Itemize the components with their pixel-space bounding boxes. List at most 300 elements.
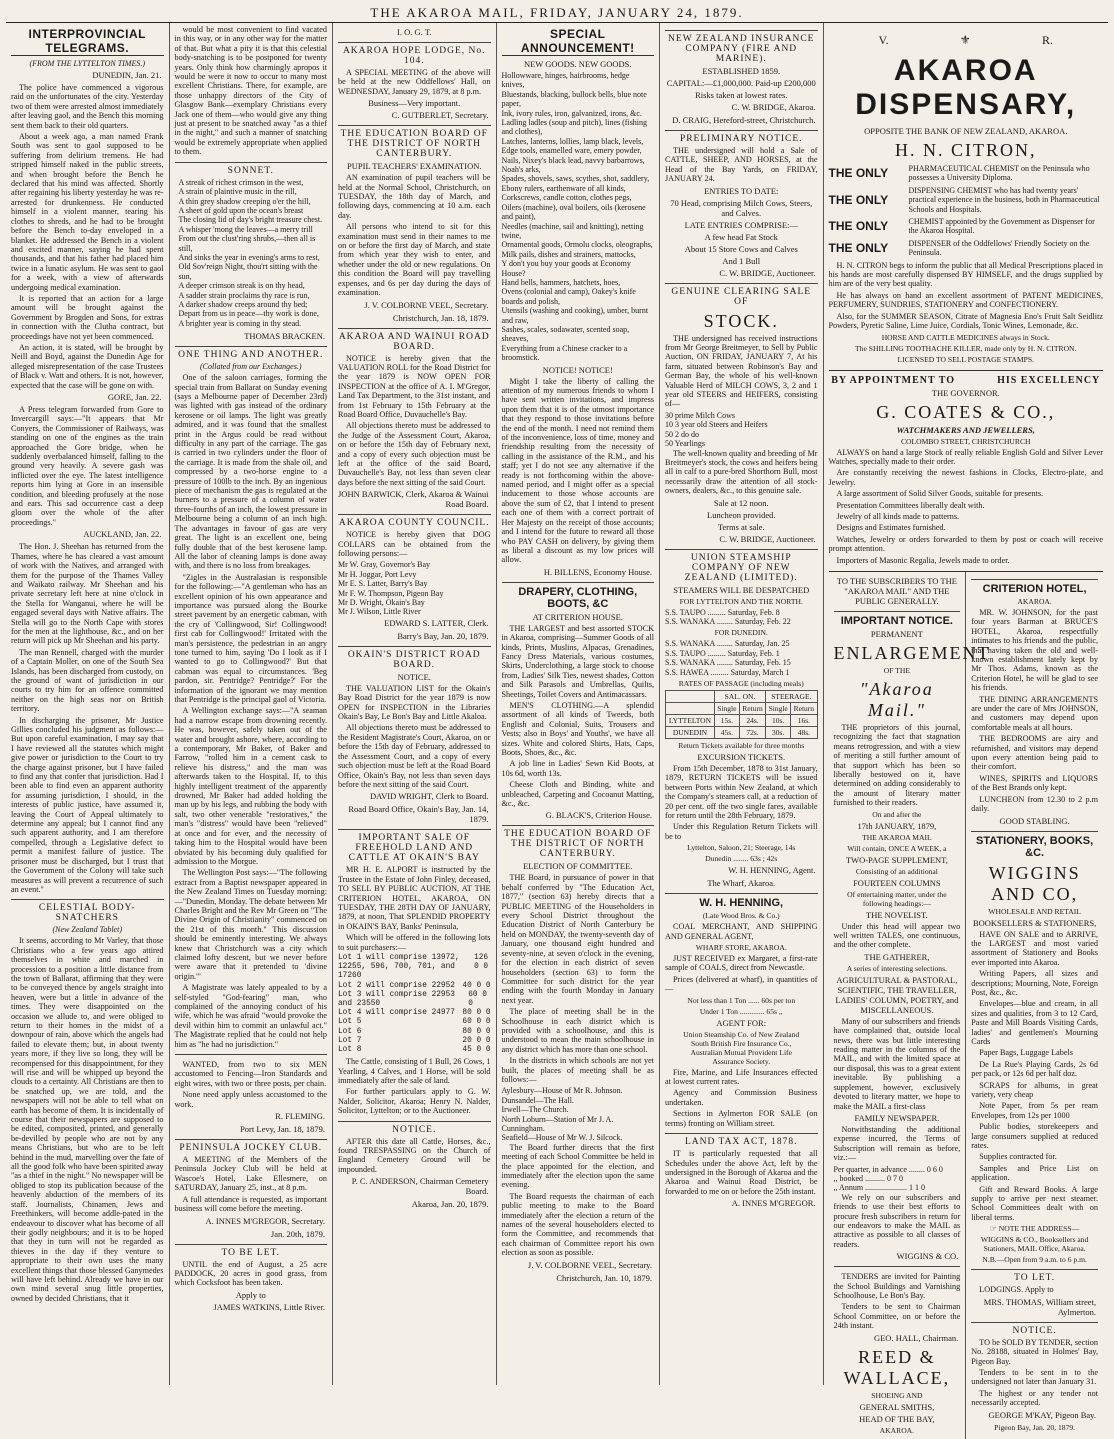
source-line: (FROM THE LYTTELTON TIMES.) [29,59,146,68]
lot-row [338,1037,491,1046]
ad-text: De La Rue's Playing Cards, 2s 6d per pack, or 12s 6d per half doz. [971,1059,1098,1079]
ad-subtitle: ELECTION OF COMMITTEE. [523,861,633,872]
ad-text: Are constantly receiving the newest fashions in Clocks, Electro-plate, and Jewelry. [828,468,1103,487]
table-header: SAL. ON. [714,690,765,702]
list-item: Hollowware, hinges, hairbrooms, hedge knives, [501,71,630,90]
list-item: Ornamental goods, Ormolu clocks, oleographs, [501,240,653,250]
reed-wallace-title: REED & WALLACE, [843,1346,951,1388]
chemist-name: H. N. CITRON, [895,140,1037,160]
article-paragraph: In discharging the prisoner, Mr Justice Gillies concluded his judgment as follows:—But upon careful examination, I may say that I have reviewed all the statutes which might give power or jurisdiction to the Court to try the charge against prisoner, but I have failed to find any that confer that jurisdiction. Had I been able to find even an apparent authority for assuming jurisdiction, I should, in the interests of public justice, have assumed it, leaving the Court of Appeal ultimately to determine any appeal; but I cannot find any such apparent authority, and I am therefore compelled, through a Legislative defect to permit a manifest failure of justice. The prisoner must be discharged, but I trust that the Government of the Colony will take such measures as will prevent a recurrence of such an event." [11,715,164,894]
appointment-line: BY APPOINTMENT TO HIS EXCELLENCY [829,370,1104,386]
ad-text: AKAROA. [879,1425,915,1435]
verse-line: A thin grey shadow creeping o'er the hill, [178,196,311,206]
ad-text: THE Board, in pursuance of power in that behalf conferred by "The Education Act, 1877," (section 63) hereby directs that a PUBLIC MEETING of the Householders in every School District throughout the Education District of North Canterbury be held on MONDAY, the twenty-seventh day of January, one thousand eight hundred and seventy-nine, at seven o'clock in the evening, for the election in each district of seven householders (section 63) to form the Committee for such district for the year ending with the fourth Monday in January next year. [501,873,654,1005]
dateline: AUCKLAND, Jan. 22. [83,529,162,540]
dispensary-title: AKAROA DISPENSARY, [855,54,1077,121]
ad-text: NOTICE is hereby given that DOG COLLARS can be obtained from the following persons:— [338,530,491,558]
verse-line: A strain of plaintive music in the rill, [178,187,297,197]
list-item: 50 2 do do [665,429,699,439]
ad-text: Paper Bags, Luggage Labels [979,1048,1073,1058]
royal-cipher [829,25,1104,48]
ad-text: WHARF STORE, AKAROA. [695,943,787,953]
verse-line: A streak of richest crimson in the west, [178,177,304,187]
ad-text: HAVE ON SALE and to ARRIVE, the LARGEST and most varied assortment of Stationery and Books ever imported into Akaroa. [971,929,1098,967]
column-2 [170,23,334,1385]
list-item: Mr J. Wilson, Little River [338,607,421,617]
table-cell: 10s. [766,714,791,726]
ad-text: Supplies contracted for. [979,1152,1057,1162]
ad-title-notice: NOTICE. [338,1121,491,1135]
ad-text: HEAD OF THE BAY, [859,1413,935,1424]
stock-list [665,411,818,449]
coates-title: G. COATES & CO., [876,401,1056,422]
ad-subtitle: LATE ENTRIES COMPRISE:— [684,219,798,230]
ad-apply: Apply to [235,1289,266,1300]
table-row [666,726,818,738]
dispensary-address: OPPOSITE THE BANK OF NEW ZEALAND, AKAROA. [864,126,1068,136]
meeting-place-list [502,1086,655,1142]
table-cell: LYTTELTON [666,714,715,726]
ad-text: NOTICE is hereby given that the VALUATION ROLL for the Road District for the year 1879 is NOW OPEN FOR INSPECTION at the office of A. I. M'Gregor, Land Tax Department, to the 31st instant, and from 1st February to 15th February at the Road Board Office, Duvauchelle's Bay. [338,353,491,419]
list-item: Mr W. Gray, Governor's Bay [338,560,431,570]
sonnet-title: SONNET. [175,162,328,176]
ad-text: The highest or any tender not necessarily accepted. [971,1388,1098,1408]
ad-text: In the districts in which schools are not yet built, the places of meeting shall be as follows:— [501,1056,654,1084]
ad-text: On and after the [872,809,922,819]
ad-text: ESTABLISHED 1859. [702,66,781,76]
column-1 [6,23,170,1385]
list-item: Ebony rulers, earthenware of all kinds, [501,183,626,193]
lot-acres: 20 0 0 [462,1036,491,1045]
ad-text: All persons who intend to sit for this examination must send in their names to me on or before the first day of March, and state from which year they wish to enter, and whether under the old or new regulations. On this condition the Board will pay travelling expenses, and 6s per day during the days of examination. [338,222,491,298]
ad-text: Risks taken at lowest rates. [695,90,788,100]
ad-text: THE undersigned has received instructions from Mr George Breitmeyer, to Sell by Public Auction, ON FRIDAY, JANUARY 7, At his farm, situated between Robinson's Bay and German Bay, the whole of his well-known Valuable Herd of MILCH COWS, 3, 2 and 1 year old STEERS and HEIFERS, consisting of— [665,333,818,409]
table-header-row [666,702,818,714]
lot-row [338,954,491,982]
ad-text: 17th JANUARY, 1879, [857,820,937,831]
table-cell: 72s. [739,726,765,738]
table-row [666,714,818,726]
ad-text: All objections thereto must be addressed to the Resident Magistrate's Court, Akaroa, on or before the 15th day of February, addressed to the Assessment Court, and a copy of every such objection must be left at the Road Board Office, Okain's Bay, not less than seven days before the next sitting of the said Court. [338,723,491,789]
ad-text: Business—Very important. [368,98,461,109]
headline-special: SPECIAL ANNOUNCEMENT! [502,27,655,56]
ad-text: We rely on our subscribers and friends to use their best efforts to procure fresh subscribers in return for our endeavors to make the MAIL as attractive as possible to all classes of readers. [833,1192,961,1249]
cipher-v: V. [878,33,889,47]
ad-text: All objections thereto must be addressed to the Judge of the Assessment Court, Akaroa, on or before the 15th day of February next, and a copy of every such objection must be left at the office of the said Board, Duvauchelle's Bay, not less than seven clear days before the next sitting of the said Court. [338,421,491,487]
article-paragraph: An action, it is stated, will be brought by Neill and Boyd, against the Dunedin Age for alleged misrepresentation of the case Trustees of Black v. Watt and others. It is not, however, expected that the case will be gone on with. [11,342,164,390]
headline-telegrams: INTERPROVINCIAL TELEGRAMS. [11,27,164,56]
masthead: THE AKAROA MAIL, FRIDAY, JANUARY 24, 1879. [6,4,1108,23]
list-item: Ladling ladles (soup and pitch), lines (fishing and clothes), [501,118,648,137]
list-item: S.S. TAUPO ......... Saturday, Feb. 8 [665,607,780,617]
ad-divider [175,1054,328,1058]
ad-text: H. N. CITRON begs to inform the public that all Medical Prescriptions placed in his hands are most carefully dispensed BY HIMSELF, and the drugs supplied by him are of the very best quality. [828,260,1103,289]
source-line: (Collated from our Exchanges.) [200,362,302,372]
lot-row [338,1028,491,1037]
ad-text: N.B.—Open from 9 a.m. to 6 p.m. [982,1255,1087,1265]
crest-icon: ⚜ [959,33,971,47]
ad-text: MR H. E. ALPORT is instructed by the Trustee in the Estate of John Finley, deceased, TO SELL BY PUBLIC AUCTION, AT THE CRITERION HOTEL, AKAROA, ON TUESDAY, THE 28TH DAY OF JANUARY, 1879, at noon, That SPLENDID PROPERTY in OKAIN'S BAY, Banks' Peninsula, [338,865,491,931]
only-text: DISPENSING CHEMIST who has had twenty years' practical experience in the business, both in Pharmaceutical Schools and Hospitals. [908,185,1100,214]
ad-text: A job line in Ladies' Sewn Kid Boots, at 10s 6d, worth 13s. [501,759,654,778]
lot-row [338,1009,491,1018]
only-label: THE ONLY [828,241,889,256]
list-item: Ovens (colonial and camp), Oakey's knife boards and polish, [501,287,636,306]
ad-text: About 15 Store Cows and Calves [684,243,798,254]
ad-text: THE VALUATION LIST for the Okain's Bay Road District for the year 1879 is now OPEN for INSPECTION in the Libraries Okain's Bay, Le Bon's Bay and Little Akaloa. [338,683,491,722]
ad-text: THE LARGEST and best assorted STOCK in Akaroa, comprising—Summer Goods of all kinds, Prints, Muslins, Alpacas, Grenadines, Fancy Dress Materials, various costumes, Skirts, Underclothing, a large stock to choose from, Ladies' Silk Ties, newest shades, Cotton and Silk Parasols and Umbrellas, Quilts, Sheetings, Toilet Covers and Antimacassars. [501,623,654,699]
cipher-r: R. [1041,33,1053,47]
only-row [829,239,1104,258]
ad-date: Road Board Office, Okain's Bay, Jan. 14, 1879. [348,804,489,825]
price-line: Under 1 Ton ............. 65s ,, [699,1006,783,1016]
verse-line: And sinks the year in evening's arms to rest, [178,252,320,262]
ad-subtitle: EXCURSION TICKETS. [697,751,786,762]
ad-text: Lyttelton, Saloon, 21; Steerage, 14s [687,843,796,853]
lower-right [966,572,1103,1439]
verse-line: From out the clust'ring shrubs,—then all is still, [178,234,316,253]
ad-text: LODGINGS. Apply to [979,1285,1054,1295]
ad-text: Consisting of an additional [855,866,938,876]
table-cell [666,702,715,714]
ad-signature: J. V. COLBORNE VEEL, Secretary. [527,1259,652,1270]
ad-title-okain: OKAIN'S DISTRICT ROAD BOARD. [338,646,491,670]
ad-text: Writing Papers, all sizes and descriptions; Mourning, Note, Foreign Post, &c., &c. [971,969,1098,997]
ad-signature: C. W. BRIDGE, Auctioneer. [719,533,816,544]
lot-acres: 80 0 0 [462,1027,491,1036]
verse-line: Depart from us in peace—thy work is done, [178,309,319,319]
ad-text: GENERAL SMITHS, [859,1401,935,1412]
only-text: CHEMIST appointed by the Government as Dispenser for the Akaroa Hospital. [908,217,1095,236]
list-item: Seafield—House of Mr W. J. Silcock. [501,1133,623,1143]
ad-text: (Late Wood Bros. & Co.) [702,911,780,921]
dog-collar-list [338,560,491,616]
poem-author: THOMAS BRACKEN. [244,331,325,342]
ad-text: Watches, Jewelry or orders forwarded to them by post or coach will receive prompt attention. [828,534,1103,554]
list-item: Irwell—The Church. [501,1105,569,1115]
lot-acres: 60 0 0 [462,1018,491,1027]
table-cell: 30s. [766,726,791,738]
ad-title-council: AKAROA COUNTY COUNCIL. [338,514,491,528]
ad-title-land-tax: LAND TAX ACT, 1878. [665,1133,818,1147]
ad-date: Pigeon Bay, Jan. 20, 1879. [994,1422,1076,1432]
ad-text: UNTIL the end of August, a 25 acre PADDOCK, 20 acres in good grass, from which Cocksfoot has been taken. [174,1259,327,1288]
table-header-row [666,690,818,702]
lot-acres: 126 0 0 [474,953,489,972]
list-item: Needles (machine, sail and knitting), netting twine, [501,221,644,240]
ad-signature: P. C. ANDERSON, Chairman Cemetery Board. [351,1176,489,1197]
ad-text: TO be SOLD BY TENDER, section No. 28188, situated in Holmes' Bay, Pigeon Bay. [971,1337,1098,1366]
ad-signature: C. W. BRIDGE, Auctioneer. [719,267,816,278]
ad-text: Of entertaining matter, under the following headings:— [847,889,947,908]
ad-subtitle: AGENT FOR: [716,1017,767,1028]
ad-text: Designs and Estimates furnished. [836,523,946,533]
ad-text: A series of interesting selections. [846,963,947,973]
list-item: Spades, shovels, saws, scythes, shot, saddlery, [501,174,650,184]
table-cell: Single [766,702,791,714]
ad-signature: C. GUTBERLET, Secretary. [391,110,489,121]
list-item: Ink, ivory rules, iron, galvanized, irons, &c. [501,108,642,118]
ad-text: LUNCHEON from 12.30 to 2 p.m daily. [971,794,1098,814]
lot-acres: 45 0 0 [462,1046,491,1054]
of-the-label: OF THE [883,665,910,675]
ad-text: AGRICULTURAL & PASTORAL, SCIENTIFIC, THE TRAVELLER, LADIES' COLUMN, POETRY, and MISCELLANEOUS. [835,974,959,1015]
list-item: Milk pails, dishes and strainers, mattocks, [501,249,636,259]
ad-text: The Wharf, Akaroa. [707,878,776,889]
ad-text: MR. W. JOHNSON, for the past four years Barman at BRUCE'S HOTEL, Akaroa, respectfully intimates to his friends and the public, that having taken the old and well-known establishment lately kept by Mr Thos. Adams, known as the Criterion Hotel, he will be glad to see his friends. [971,607,1098,693]
lot-row [338,991,491,1009]
ad-text: None need apply unless accustomed to the work. [174,1090,327,1109]
list-item: S.S. WANAKA ........ Saturday, Feb. 22 [665,616,791,626]
ad-signature: WIGGINS & CO., Booksellers and Stationers, MAIL Office, Akaroa. [980,1235,1089,1254]
list-item: 50 Yearlings [665,439,706,449]
list-item: Edge tools, enamelled ware, emery powder, [501,146,642,156]
ad-text: Public bodies, storekeepers and large consumers supplied at reduced rates. [971,1122,1098,1151]
ad-title-preliminary: PRELIMINARY NOTICE. [665,130,818,144]
ad-signature: JAMES WATKINS, Little River. [213,1301,325,1312]
list-item: 30 prime Milch Cows [665,410,735,420]
ad-title-road-board: AKAROA AND WAINUI ROAD BOARD. [338,328,491,352]
list-item: S.S. WANAKA ........ Saturday, Feb. 15 [665,658,791,668]
ad-text: Tenders to be sent to Chairman School Committee, on or before the 24th instant. [833,1302,961,1331]
ad-text: Envelopes—blue and cream, in all sizes and qualities, from 3 to 12 Card, Paste and Mill Boards Visiting Cards, ladies' and gentlemen's Mourning Cards [971,999,1098,1046]
ad-text: Sale at 12 noon. [713,497,769,508]
table-cell: 24s. [739,714,765,726]
ad-text: Will contain, ONCE A WEEK, a [847,843,947,853]
ad-text: AN examination of pupil teachers will be held at the Normal School, Christchurch, on TUESDAY, the 18th day of March, and following days, commencing at 10 a.m. each day. [338,173,491,220]
verse-line: A sadder strain proclaims thy race is run, [178,290,310,300]
ad-text: THE NOVELIST. [866,909,928,920]
column-5 [660,23,824,1385]
ad-signature: JOHN BARWICK, Clerk, Akaroa & Wainui Road Board. [338,489,489,510]
list-item: Utensils (washing and cooking), umber, burnt and raw, [501,306,649,325]
ad-date: Akaroa, Jan. 20, 1879. [411,1199,489,1210]
list-item: 10 3 year old Steers and Heifers [665,420,768,430]
ad-text: TENDERS are invited for Painting the School Buildings and Varnishing Schoolhouse, Le Bon's Bay. [833,1272,961,1300]
ad-signature: D. CRAIG, Hereford-street, Christchurch. [672,115,816,125]
ad-signature: W. H. HENNING, Agent. [728,865,816,876]
ad-title-steamship: UNION STEAMSHIP COMPANY OF NEW ZEALAND (LIMITED). [665,549,818,583]
ad-headline-stock: STOCK. [703,310,779,331]
ad-text: GOOD STABLING. [999,815,1070,826]
lot-label: Lot 3 will comprise 22953 and 23550 [338,990,455,1008]
ad-text: BOOKSELLERS & STATIONERS, [972,917,1097,928]
table-note: Return Tickets available for three months [678,740,805,750]
ad-text [971,1224,1098,1233]
lot-row [338,1046,491,1055]
only-text: PHARMACEUTICAL CHEMIST on the Peninsula who possesses a University Diploma. [908,164,1090,183]
ad-text: A MEETING of the Members of the Peninsula Jockey Club will be held at Wascoe's Hotel, Lake Ellesmere, on SATURDAY, January 25, inst., at 8 p.m. [174,1155,327,1193]
list-item: Aylesbury—House of Mr R. Johnson. [501,1086,623,1096]
ad-signature: MRS. THOMAS, William street, Aylmerton. [983,1296,1096,1317]
headline-one-thing: ONE THING AND ANOTHER. [175,346,328,360]
ad-title-criterion: CRITERION HOTEL, [971,579,1098,595]
list-item: Sashes, scales, sodawater, scented soap, sheaves, [501,324,630,344]
only-label: THE ONLY [828,192,889,207]
dateline: GORE, Jan. 22. [107,392,162,402]
column-4 [497,23,661,1385]
list-item: Mr E. S. Latter, Barry's Bay [338,579,428,589]
ad-signature: J. V. COLBORNE VEEL, Secretary. [364,299,489,310]
ad-text: The Cattle, consisting of 1 Bull, 26 Cows, 1 Yearling, 4 Calves, and 1 Horse, will be sold immediately after the sale of land. [338,1057,491,1086]
ad-divider [834,1266,961,1270]
ad-title-election: THE EDUCATION BOARD OF THE DISTRICT OF NORTH CANTERBURY. [502,825,655,859]
table-cell: DUNEDIN [666,726,715,738]
article-paragraph: One of the saloon carriages, forming the special train from Ballarat on Sunday evening (says a Melbourne paper of December 23rd) was lighted with gas instead of the ordinary kerosene or oil lamps. The light was greatly admired, and it was found that the smallest print in the Argus could be read without difficulty in any part of the carriage. The gas is carried in two cylinders under the floor of the carriage. It is made from the shale oil, and compressed by a two-horse engine to a pressure of 100lb to the inch. By an ingenious piece of mechanism the gas is regulated at the burners to a pressure of a column of water three-fourths of an inch, the lowest pressure in Melbourne being a column of an inch high. The advantages in favour of gas are very great. The light is an excellent one, being fully double that of the best kerosene lamp. All the labor of cleaning lamps is done away with, and there is no loss from breakages. [174,373,327,571]
ad-text: IT is particularly requested that all Schedules under the above Act, left by the undersigned in the Borough of Akaroa and the Akaroa and Wainui Road District, be forwarded to me on or before the 25th instant. [665,1149,818,1196]
ad-text: THE GATHERER, [864,951,930,962]
ad-text: A full attendance is requested, as important business will come before the meeting. [174,1194,327,1214]
ad-text: Also, for the SUMMER SEASON, Citrate of Magnesia Eno's Fruit Salt Seidlitz Powders, Pyretic Saline, Lime Juice, Cordials, Tonic Wines, Lemonade, &c. [828,311,1103,331]
ad-text: Union Steamship Co. of New Zealand South British Fire Insurance Co., Australian Mutual Provident Life Assurance Society. [683,1029,800,1066]
article-paragraph: It seems, according to Mr Varley, that those Christians who a few years ago attired themselves in white and marched in procession to a position a little distance from the town of Ballarat, affirming that they were to be conveyed thence by angels straight into heaven, were but a little in advance of the times. They were disappointed on the occasion we allude to, and were obliged to return to their homes in the midst of a downpour of rain, above which the angels had failed to elevate them; but, in about twenty years more, if they live so long, they will be recompensed for this disappointment, for they will rise and will be whipped up beyond the clouds to a certainty. All Christians are then to be snatched up, we are told, and the newspapers will not be able to tell what on earth has become of them. It is incidentally of course that their newspapers are supposed to be edited, composited, printed, and generally be-devilled by people who are not by any means Christians, but who are to be left behind in the mud, marvelling over the fate of all the good folk who have been spirited away "as a thief in the night." No newspaper will be obliged to stop its publication because of the heavenly abduction of the members of its staff. Journalists, Chinamen, Jews and Freethinkers, will become addle-pated in the endeavour to discover what has become of all their godly neighbours; and it is to be hoped that they in turn will not be regarded as thieves in the day if they venture to appropriate to their own uses the many excellent things that those blessed Ganymedes will have left behind. Already we have in our own mind several snug little properties, owned by decided Christians, that it [11,936,164,1303]
table-cell: 45s. [714,726,739,738]
ad-text: FOURTEEN COLUMNS [853,877,941,888]
ad-text: Under this head will appear two well written TALES, one continuous, and the other complete. [833,921,961,950]
dateline: DUNEDIN, Jan. 21. [92,70,162,80]
ad-title-education: THE EDUCATION BOARD OF THE DISTRICT OF NORTH CANTERBURY. [338,125,491,159]
ad-subtitle: NOTICE! NOTICE! [542,364,613,375]
wiggins-title: WIGGINS AND CO, [988,862,1081,904]
source-line: (New Zealand Tablet) [52,925,122,935]
ad-signature: DAVID WRIGHT, Clerk to Board. [369,791,489,802]
ad-signature: C. W. BRIDGE, Akaroa. [731,102,816,112]
list-item: ,, booked .......... 0 7 0 [833,1173,904,1183]
ad-title-clearing: GENUINE CLEARING SALE OF [665,283,818,307]
ad-title-subscribers: TO THE SUBSCRIBERS TO THE "AKAROA MAIL" AND THE PUBLIC GENERALLY. [836,575,957,606]
ad-text: Note Paper, from 5s per ream Envelopes, from 12s per 1000 [971,1101,1098,1120]
ad-title-lodge: AKAROA HOPE LODGE, No. 104. [338,42,491,66]
ad-text: Jewelry of all kinds made to patterns. [836,511,960,521]
ad-title-sale: IMPORTANT SALE OF FREEHOLD LAND AND CATTLE AT OKAIN'S BAY [338,829,491,863]
ad-text: Under this Regulation Return Tickets will be to [665,822,818,841]
ad-text: A large assortment of Solid Silver Goods, suitable for presents. [836,489,1044,499]
route-label: FOR LYTTELTON AND THE NORTH. [679,596,803,606]
ad-text: Prices (delivered at wharf), in quantities of— [665,974,818,994]
ad-signature: H. BILLENS, Economy House. [543,566,652,577]
ad-text: Sections in Aylmerton FOR SALE (on terms) fronting on William street. [665,1109,818,1128]
ad-signature: GEORGE M'KAY, Pigeon Bay. [988,1409,1096,1420]
ad-signature: GEO. HALL, Chairman. [873,1332,959,1343]
sailing-list [665,639,818,677]
ad-title-to-let: TO LET. [971,1269,1098,1283]
only-row [829,164,1104,183]
lot-acres: 60 0 0 [468,990,487,1008]
article-paragraph: The Wellington Post says:—"The following extract from a Baptist newspaper appeared in the New Zealand Times on Tuesday morning:—"Dunedin, Monday. The debate between Mr Charles Bright and the Rev Mr Green on "The Divine Origin of Christianity" commenced on the 21st of this month." This discussion should be eminently interesting. We always knew that Christchurch was a city which claimed lofty descent, but we never before were aware that it pretended to 'divine origin.'" [174,868,327,981]
sailing-list [665,608,818,627]
ad-text: Many of our subscribers and friends have complained that, outside local news, there was but little interesting reading matter in the columns of the MAIL, and with the limited space at our disposal, this was to a great extent inevitable. By publishing a supplement, however, exclusively devoted to literary matter, we hope to make the MAIL a first-class [833,1016,961,1111]
ad-text: WHOLESALE AND RETAIL [988,906,1081,916]
ad-text: Samples and Price List on application. [971,1163,1098,1183]
list-item: Corkscrews, candle cotton, clothes pegs, [501,193,632,203]
only-text: DISPENSER of the Oddfellows' Friendly Society on the Peninsula. [908,238,1090,258]
ad-date: Christchurch, Jan. 10, 1879. [556,1272,652,1283]
list-item: Dunsandel—The Hall. [501,1095,574,1105]
ad-text: JUST RECEIVED ex Margaret, a first-rate sample of COALS, direct from Newcastle. [665,954,818,973]
lot-acres: 40 0 0 [462,981,491,990]
list-item: Mr D. Wright, Okain's Bay [338,598,425,608]
article-paragraph: The police have commenced a vigorous raid on the unfortunates of the city. Yesterday two of them were arrested almost immediately after leaving gaol, and the Bench this morning sent them back to their old quarters. [11,83,164,130]
paper-name: "Akaroa Mail." [859,678,934,720]
ad-text: Dunedin ........ 63s ; 42s [705,854,778,864]
ad-text: For further particulars apply to G. W. Nalder, Solicitor, Akaroa; Henry N. Nalder, Solicitor, Lyttelton; or to the Auctioneer. [338,1087,491,1116]
ad-date: Jan. 20th, 1879. [270,1228,325,1239]
subscription-rates [834,1165,961,1193]
ad-text: Terms at sale. [717,521,765,532]
table-cell: Return [739,702,765,714]
table-cell: 16s. [791,714,817,726]
ad-subtitle: ENTRIES TO DATE: [704,185,779,196]
table-cell: 15s. [714,714,739,726]
ad-signature: R. FLEMING. [275,1111,325,1122]
ad-text: THE BEDROOMS are airy and refurnished, and visitors may depend upon every attention being paid to their comfort. [971,734,1098,772]
headline-body-snatchers: CELESTIAL BODY-SNATCHERS [11,899,164,923]
ad-text: MEN'S CLOTHING.—A splendid assortment of all kinds of Tweeds, both English and Colonial, Suits, Trousers and Vests; also in Boys' and Youths', we have all sizes. White and colored Shirts, Hats, Caps, Boots, Shoes, &c., &c. [501,700,654,757]
lot-row [338,1018,491,1027]
ad-text: And 1 Bull [722,255,761,266]
headline-drapery: DRAPERY, CLOTHING, BOOTS, &C [502,582,655,610]
ad-date: Barry's Bay, Jan. 20, 1879. [397,630,489,641]
ad-text: THE DINING ARRANGEMENTS are under the care of Mrs JOHNSON, and customers may depend upon comfortable meals at all hours. [971,694,1098,732]
lot-label: Lot 8 [338,1046,362,1054]
ad-text: The Board requests the chairman of each public meeting to make to the Board immediately after the election a return of the names of the several householders elected to form the Committee, and recommends that each chairman of Committee report his own election as soon as possible. [501,1191,654,1258]
article-paragraph: The man Rennell, charged with the murder of a Captain Moller, on one of the South Sea Islands, has been discharged from custody, on the ground of want of jurisdiction in our courts to try him for an offence committed neither on the high seas nor on British territory. [11,647,164,714]
article-paragraph: "Zigles in the Australasian is responsible for the following:—"A gentleman who has an excellent opinion of his own appearance and importance was pursued along the Bourke street pavement by an energetic cabman, with the cry of 'Collingwood, Sir! Collingwood! first cab for Collingwood!' Irritated with the man's persistence, the pedestrian in an angry tone turned to him, saying 'Do I look as if I wanted to go to Collingwood?' But that cabman was equal to circumstances. 'Beg pardon, sir. Pentridge? Pentridge?' For the information of the ignorant we may mention that Pentridge is the principal gaol of Victoria. [174,572,327,704]
only-label: THE ONLY [828,166,889,181]
ad-text: THE proprietors of this journal, recognizing the fact that stagnation means retrogression, and with a view of meriting a still further amount of that support which has been so liberally bestowed on it, have determined on adding considerably to the amount of literary matter furnished to their readers. [833,722,961,808]
enlargement-label: ENLARGEMENT [833,642,991,663]
ad-text: CAPITAL:—£1,000,000. Paid-up £200,000 [666,78,816,88]
lot-list [338,954,491,1055]
verse-line: A darker shadow creeps around thy bed; [178,299,308,309]
ad-subtitle: AT CRITERION HOUSE. [532,611,623,622]
list-item: S.S. HAWEA ......... Saturday, March 1 [665,667,790,677]
ad-subtitle: PUPIL TEACHERS' EXAMINATION. [347,161,482,172]
list-item: Everything from a Chinese cracker to a broomstick. [501,343,628,363]
only-label: THE ONLY [828,219,889,234]
ad-title-jockey: PENINSULA JOCKEY CLUB. [175,1139,328,1153]
ad-text: Importers of Masonic Regalia, Jewels made to order. [836,555,1010,565]
price-line: Not less than 1 Ton ...... 60s per ton [687,995,796,1005]
ad-title-let: TO BE LET. [175,1244,328,1258]
goods-list [502,71,655,363]
ad-text: Tenders to be sent in to the undersigned not later than January 31. [971,1367,1098,1387]
ad-subtitle: STEAMERS WILL BE DESPATCHED [673,584,810,595]
ad-title-insurance: NEW ZEALAND INSURANCE COMPANY (FIRE AND MARINE). [665,30,818,64]
lower-split [829,571,1104,1439]
coates-trade: WATCHMAKERS AND JEWELLERS, [896,424,1035,435]
lot-label: Lot 2 will comprise 22952 [338,981,455,990]
verse-line: A sheet of gold upon the ocean's breast [178,205,304,215]
ad-text: From 15th December, 1878 to 31st January, 1879, RETURN TICKETS will be issued between Ports within New Zealand, at which the Company's steamers call, at a reduction of 20 per cent. off the two single fares, available for return until the 28th February, 1879. [665,763,818,820]
ad-text: 70 Head, comprising Milch Cows, Steers, and Calves. [670,197,813,218]
ad-title-notice: NOTICE. [971,1322,1098,1336]
columns [6,23,1108,1435]
ad-text: Gift and Reward Books. A large supply to arrive per next steamer. School Committees dealt with on liberal terms. [971,1184,1098,1222]
ad-text: WINES, SPIRITS and LIQUORS of the Best Brands only kept. [971,773,1098,793]
address-label: NOTE THE ADDRESS— [998,1224,1080,1234]
ad-text: HORSE AND CATTLE MEDICINES always in Stock. [881,332,1050,342]
lot-row [338,982,491,991]
list-item: Nails, Nixey's black lead, navvy barbarrows, Noah's arks, [501,155,645,175]
ad-text: THE undersigned will hold a Sale of CATTLE, SHEEP, AND HORSES, at the Head of the Bay Yards, on FRIDAY, JANUARY 24. [665,146,818,184]
ad-signature: EDWARD S. LATTER, Clerk. [384,617,489,628]
table-caption: RATES OF PASSAGE (including meals) [678,678,804,688]
ad-subtitle: NEW GOODS. NEW GOODS. [523,59,632,69]
lot-label: Lot 6 [338,1027,362,1036]
list-item: Per quarter, in advance ........ 0 6 0 [833,1164,943,1174]
only-row [829,186,1104,214]
